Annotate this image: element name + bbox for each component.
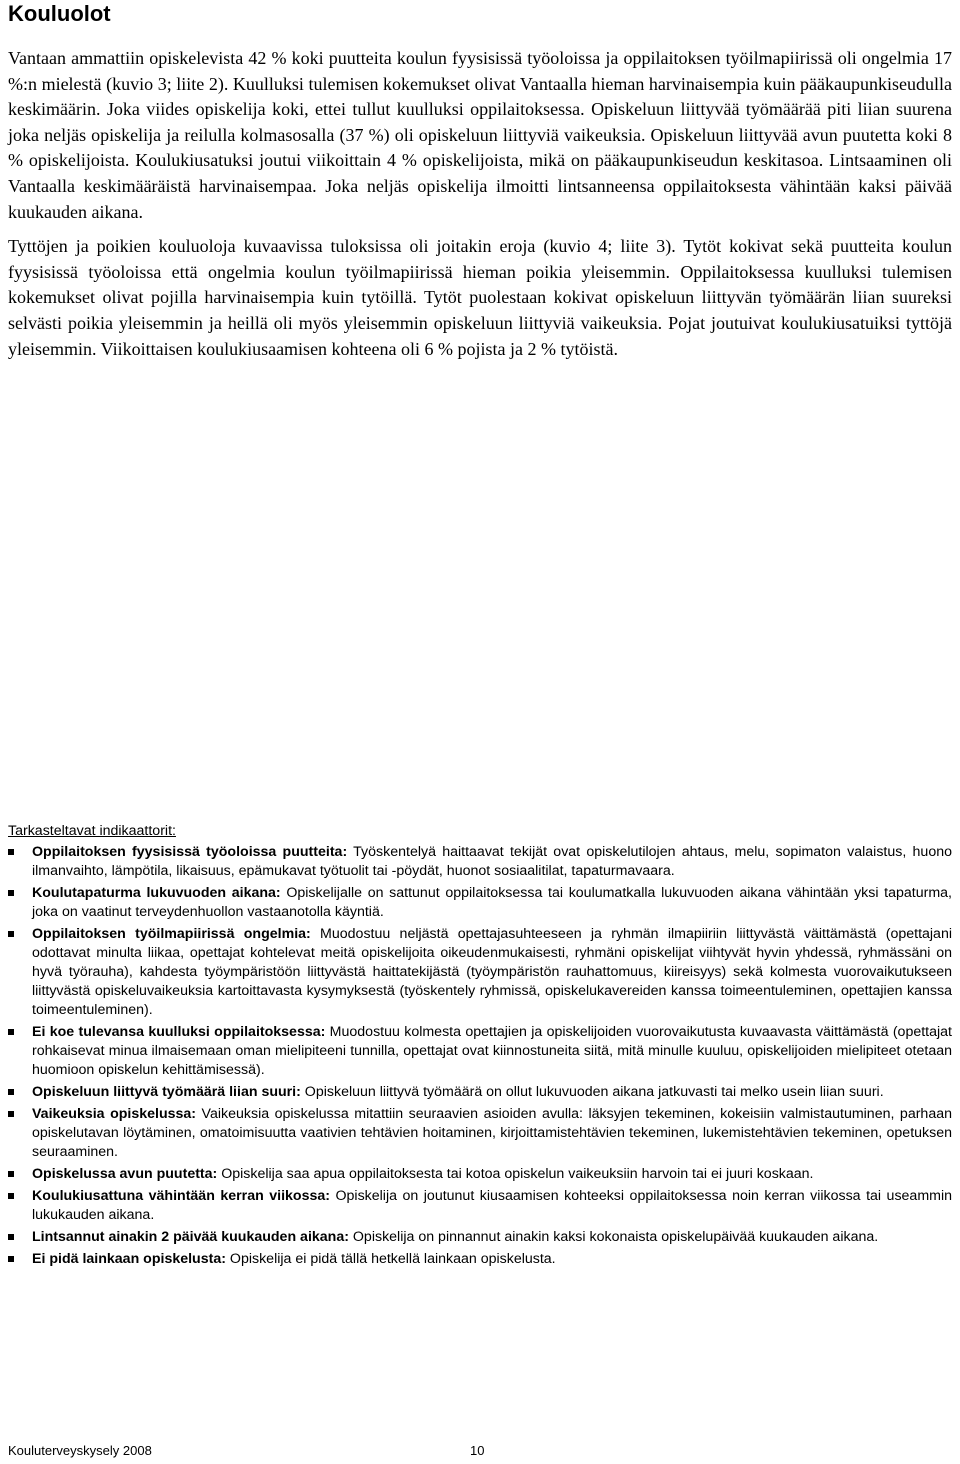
indicators-heading: Tarkasteltavat indikaattorit: — [8, 823, 176, 839]
indicator-description: Opiskelija on pinnannut ainakin kaksi kokonaista opiskelupäivää kuukauden aikana. — [348, 1229, 879, 1245]
indicator-term: Koulukiusattuna vähintään kerran viikossa: — [32, 1188, 330, 1204]
indicator-item — [8, 1250, 952, 1269]
indicator-description: Opiskelijalle on sattunut oppilaitoksessa tai koulumatkalla lukuvuoden aikana vähintään yksi tapaturma, joka on vaatinut terveydenhuollon vastaanotolla käyntiä. — [32, 885, 953, 920]
square-bullet-icon — [8, 1193, 14, 1199]
square-bullet-icon — [8, 1171, 14, 1177]
square-bullet-icon — [8, 1234, 14, 1240]
page-title: Kouluolot — [8, 1, 111, 26]
footer-page-number: 10 — [470, 1443, 485, 1458]
indicator-item — [8, 1105, 952, 1162]
indicator-term: Opiskelussa avun puutetta: — [32, 1166, 218, 1182]
indicator-term: Opiskeluun liittyvä työmäärä liian suuri: — [32, 1084, 301, 1100]
indicator-description: Opiskelija on joutunut kiusaamisen kohteeksi oppilaitoksessa noin kerran viikossa tai useammin lukukauden aikana. — [32, 1188, 953, 1223]
square-bullet-icon — [8, 931, 14, 937]
square-bullet-icon — [8, 890, 14, 896]
indicator-description: Opiskelija saa apua oppilaitoksesta tai kotoa opiskelun vaikeuksiin harvoin tai ei juuri koskaan. — [217, 1166, 814, 1182]
square-bullet-icon — [8, 1256, 14, 1262]
indicator-term: Ei pidä lainkaan opiskelusta: — [32, 1251, 226, 1267]
square-bullet-icon — [8, 1029, 14, 1035]
indicators-section — [8, 822, 952, 1272]
indicator-term: Oppilaitoksen työilmapiirissä ongelmia: — [32, 926, 311, 942]
body-paragraph-1: Vantaan ammattiin opiskelevista 42 % koki puutteita koulun fyysisissä työoloissa ja oppilaitoksen työilmapiirissä oli ongelmia 17 %:n mielestä (kuvio 3; liite 2). Kuulluksi tulemisen kokemukset olivat Vantaalla hieman harvinaisempia kuin pääkaupunkiseudulla keskimäärin. Joka viides opiskelija koki, ettei tullut kuulluksi oppilaitoksessa. Opiskeluun liittyvää työmäärää piti liian suurena joka neljäs opiskelija ja reilulla kolmasosalla (37 %) oli opiskeluun liittyviä vaikeuksia. Opiskeluun liittyvää avun puutetta koki 8 % opiskelijoista. Koulukiusatuksi joutui viikoittain 4 % opiskelijoista, mikä on pääkaupunkiseudun keskitasoa. Lintsaaminen oli Vantaalla keskimääräistä harvinaisempaa. Joka neljäs opiskelija ilmoitti lintsanneensa oppilaitoksesta vähintään kaksi päivää kuukauden aikana. — [8, 48, 952, 222]
indicators-list — [8, 843, 952, 1269]
indicator-item — [8, 884, 952, 922]
indicator-term: Lintsannut ainakin 2 päivää kuukauden aikana: — [32, 1229, 349, 1245]
indicator-description: Opiskelija ei pidä tällä hetkellä lainkaan opiskelusta. — [225, 1251, 556, 1267]
indicator-item — [8, 1187, 952, 1225]
indicator-item — [8, 1228, 952, 1247]
indicator-item — [8, 843, 952, 881]
body-paragraph-2: Tyttöjen ja poikien kouluoloja kuvaavissa tuloksissa oli joitakin eroja (kuvio 4; liite 3). Tytöt kokivat sekä puutteita koulun fyysisissä työoloissa että ongelmia koulun työilmapiirissä hieman poikia yleisemmin. Oppilaitoksessa kuulluksi tulemisen kokemukset olivat pojilla harvinaisempia kuin tytöillä. Tytöt puolestaan kokivat opiskeluun liittyvän työmäärän liian suureksi selvästi poikia yleisemmin ja heillä oli myös yleisemmin opiskeluun liittyviä vaikeuksia. Pojat joutuivat koulukiusatuiksi tyttöjä yleisemmin. Viikoittaisen koulukiusaamisen kohteena oli 6 % pojista ja 2 % tytöistä. — [8, 236, 952, 359]
indicator-description: Työskentelyä haittaavat tekijät ovat opiskelutilojen ahtaus, melu, sopimaton valaistus, huono ilmanvaihto, lämpötila, likaisuus, epämukavat työtuolit tai -pöydät, huonot sosiaalitilat, tapaturmavaara. — [32, 844, 952, 879]
indicator-term: Ei koe tulevansa kuulluksi oppilaitoksessa: — [32, 1024, 326, 1040]
body-text — [8, 46, 952, 371]
square-bullet-icon — [8, 849, 14, 855]
indicator-item — [8, 925, 952, 1020]
square-bullet-icon — [8, 1089, 14, 1095]
indicator-description: Vaikeuksia opiskelussa mitattiin seuraavien asioiden avulla: läksyjen tekeminen, kokeisiin valmistautuminen, parhaan opiskelutavan löytäminen, omatoimisuutta vaativien tehtävien hoitaminen, kirjoittamistehtävien tekeminen, lukemistehtävien tekeminen, opetuksen seuraaminen. — [32, 1106, 952, 1160]
footer-publication: Kouluterveyskysely 2008 — [8, 1443, 152, 1458]
indicator-term: Koulutapaturma lukuvuoden aikana: — [32, 885, 281, 901]
indicator-item — [8, 1083, 952, 1102]
indicator-description: Muodostuu kolmesta opettajien ja opiskelijoiden vuorovaikutusta kuvaavasta väittämästä (opettajat rohkaisevat minua ilmaisemaan oman mielipiteeni tunnilla, opettajat ovat kiinnostuneita siitä, mitä minulle kuuluu, opiskelijoiden mielipiteet otetaan huomioon opiskelun kehittämisessä). — [32, 1024, 952, 1078]
square-bullet-icon — [8, 1111, 14, 1117]
indicator-description: Muodostuu neljästä opettajasuhteeseen ja ryhmän ilmapiiriin liittyvästä väittämästä (opettajani odottavat minulta liikaa, opettajat kohtelevat meitä opiskelijoita oikeudenmukaisesti, ryhmäni opiskelijat viihtyvät hyvin yhdessä, ryhmässäni on hyvä työrauha), kahdesta työympäristöön liittyvästä haittatekijästä (työympäristön rauhattomuus, kiireisyys) sekä kolmesta vuorovaikutukseen liittyvästä opiskeluvaikeuksia kartoittavasta kysymyksestä (työskentely ryhmissä, opiskelukavereiden kanssa toimeentuleminen, opettajien kanssa toimeentuleminen). — [32, 926, 952, 1018]
indicator-term: Vaikeuksia opiskelussa: — [32, 1106, 197, 1122]
indicator-item — [8, 1165, 952, 1184]
indicator-term: Oppilaitoksen fyysisissä työoloissa puutteita: — [32, 844, 348, 860]
indicator-description: Opiskeluun liittyvä työmäärä on ollut lukuvuoden aikana jatkuvasti tai melko usein liian suuri. — [300, 1084, 884, 1100]
indicator-item — [8, 1023, 952, 1080]
